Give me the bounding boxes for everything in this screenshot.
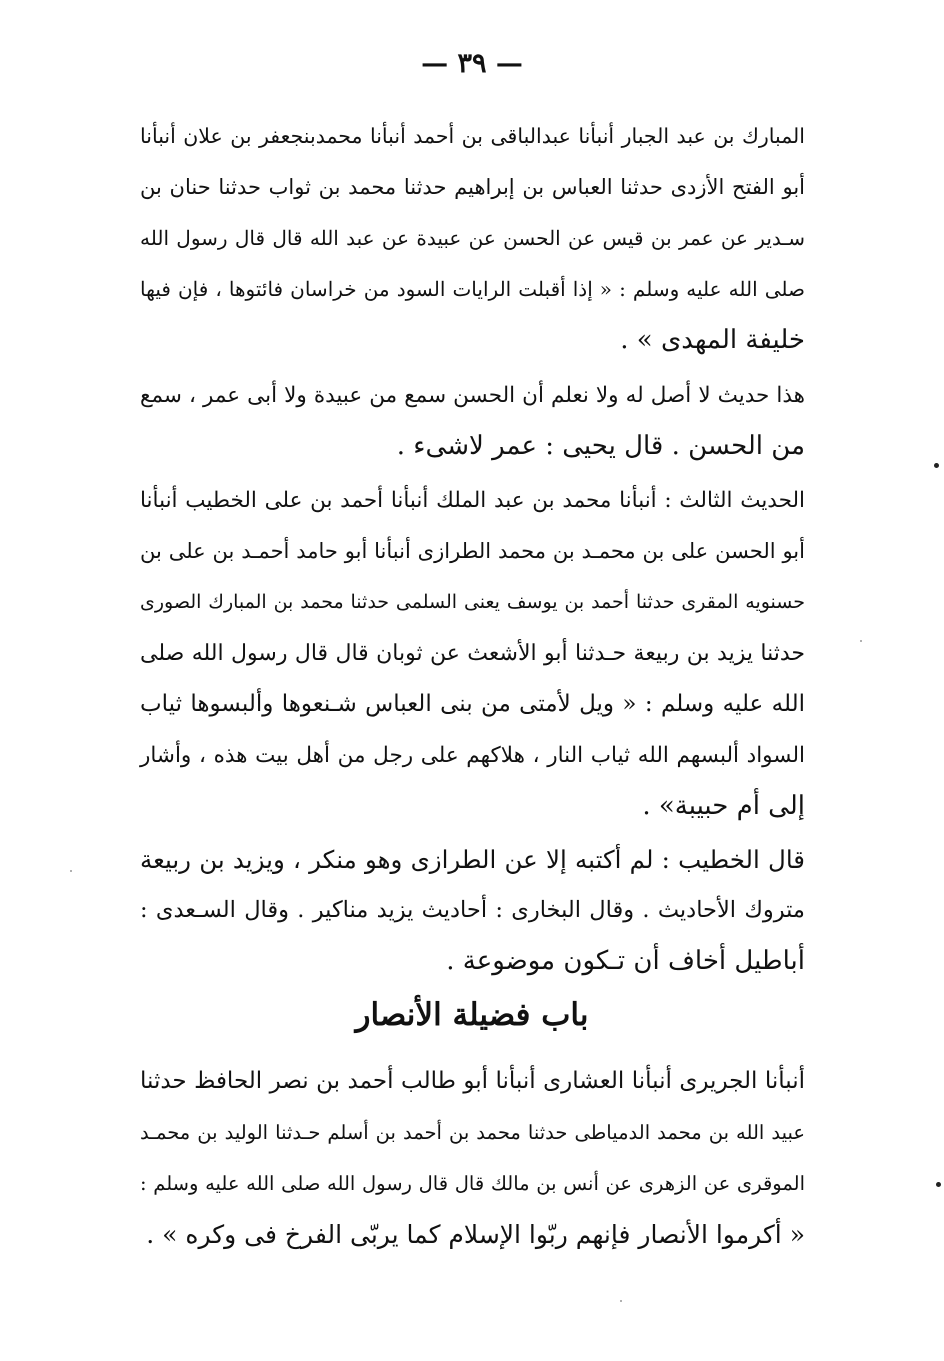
scan-dot [70,870,72,872]
text-line: أنبأنا الجريرى أنبأنا العشارى أنبأنا أبو طالب أحمد بن نصر الحافظ حدثنا [140,1068,805,1094]
text-line: حدثنا يزيد بن ربيعة حـدثنا أبو الأشعث عن ثوبان قال قال رسول الله صلى [140,641,805,666]
text-line: سـدير عن عمر بن قيس عن الحسن عن عبيدة عن عبد الله قال قال رسول الله [140,226,805,250]
text-line: إلى أم حبيبة» . [642,791,805,821]
text-line: المبارك بن عبد الجبار أنبأنا عبدالباقى بن أحمد أنبأنا محمدبنجعفر بن علان أنبأنا [140,124,805,148]
text-line: حسنويه المقرى حدثنا أحمد بن يوسف يعنى السلمى حدثنا محمد بن المبارك الصورى [140,591,805,613]
page-number: — ٣٩ — [421,48,523,79]
text-line: خليفة المهدى » . [620,325,805,355]
text-line: هذا حديث لا أصل له ولا نعلم أن الحسن سمع من عبيدة ولا أبى عمر ، سمع [140,383,805,408]
section-heading: باب فضيلة الأنصار [355,997,589,1033]
text-line: صلى الله عليه وسلم : « إذا أقبلت الرايات السود من خراسان فائتوها ، فإن فيها [140,277,805,301]
text-line: من الحسن . قال يحيى : عمر لاشىء . [396,431,805,461]
text-line: « أكرموا الأنصار فإنهم ربّوا الإسلام كما يربّى الفرخ فى وكره » . [146,1220,805,1249]
paragraph-3 [140,475,805,832]
text-line: الحديث الثالث : أنبأنا محمد بن عبد الملك أنبأنا أحمد بن على الخطيب أنبأنا [140,488,805,513]
section-paragraph [140,1056,805,1260]
text-line: أبو الفتح الأزدى حدثنا العباس بن إبراهيم حدثنا محمد بن ثواب حدثنا حنان بن [140,175,805,199]
scan-dot [620,1300,622,1302]
paragraph-4 [140,834,805,987]
text-line: السواد ألبسهم الله ثياب النار ، هلاكهم على رجل من أهل بيت هذه ، وأشار [140,743,805,768]
paragraph-1 [140,111,805,366]
text-line: الله عليه وسلم : « ويل لأمتى من بنى العباس شـنعوها وألبسوها ثياب [140,691,805,717]
text-line: عبيد الله بن محمد الدمياطى حدثنا محمد بن أحمد بن أسلم حـدثنا الوليد بن محمـد [140,1121,805,1144]
scan-mark [936,1182,941,1187]
paragraph-2 [140,370,805,472]
scan-mark [934,463,939,468]
text-line: متروك الأحاديث . وقال البخارى : أحاديث يزيد مناكير . وقال السـعدى : [140,897,805,923]
text-line: أبو الحسن على بن محمـد بن محمد الطرازى أنبأنا أبو حامد أحمـد بن على بن [140,539,805,563]
text-line: الموقرى عن الزهرى عن أنس بن مالك قال قال رسول الله صلى الله عليه وسلم : [140,1172,805,1195]
text-line: قال الخطيب : لم أكتبه إلا عن الطرازى وهو منكر ، ويزيد بن ربيعة [140,845,805,874]
scan-dot [860,640,862,642]
text-line: أباطيل أخاف أن تـكون موضوعة . [446,946,805,976]
